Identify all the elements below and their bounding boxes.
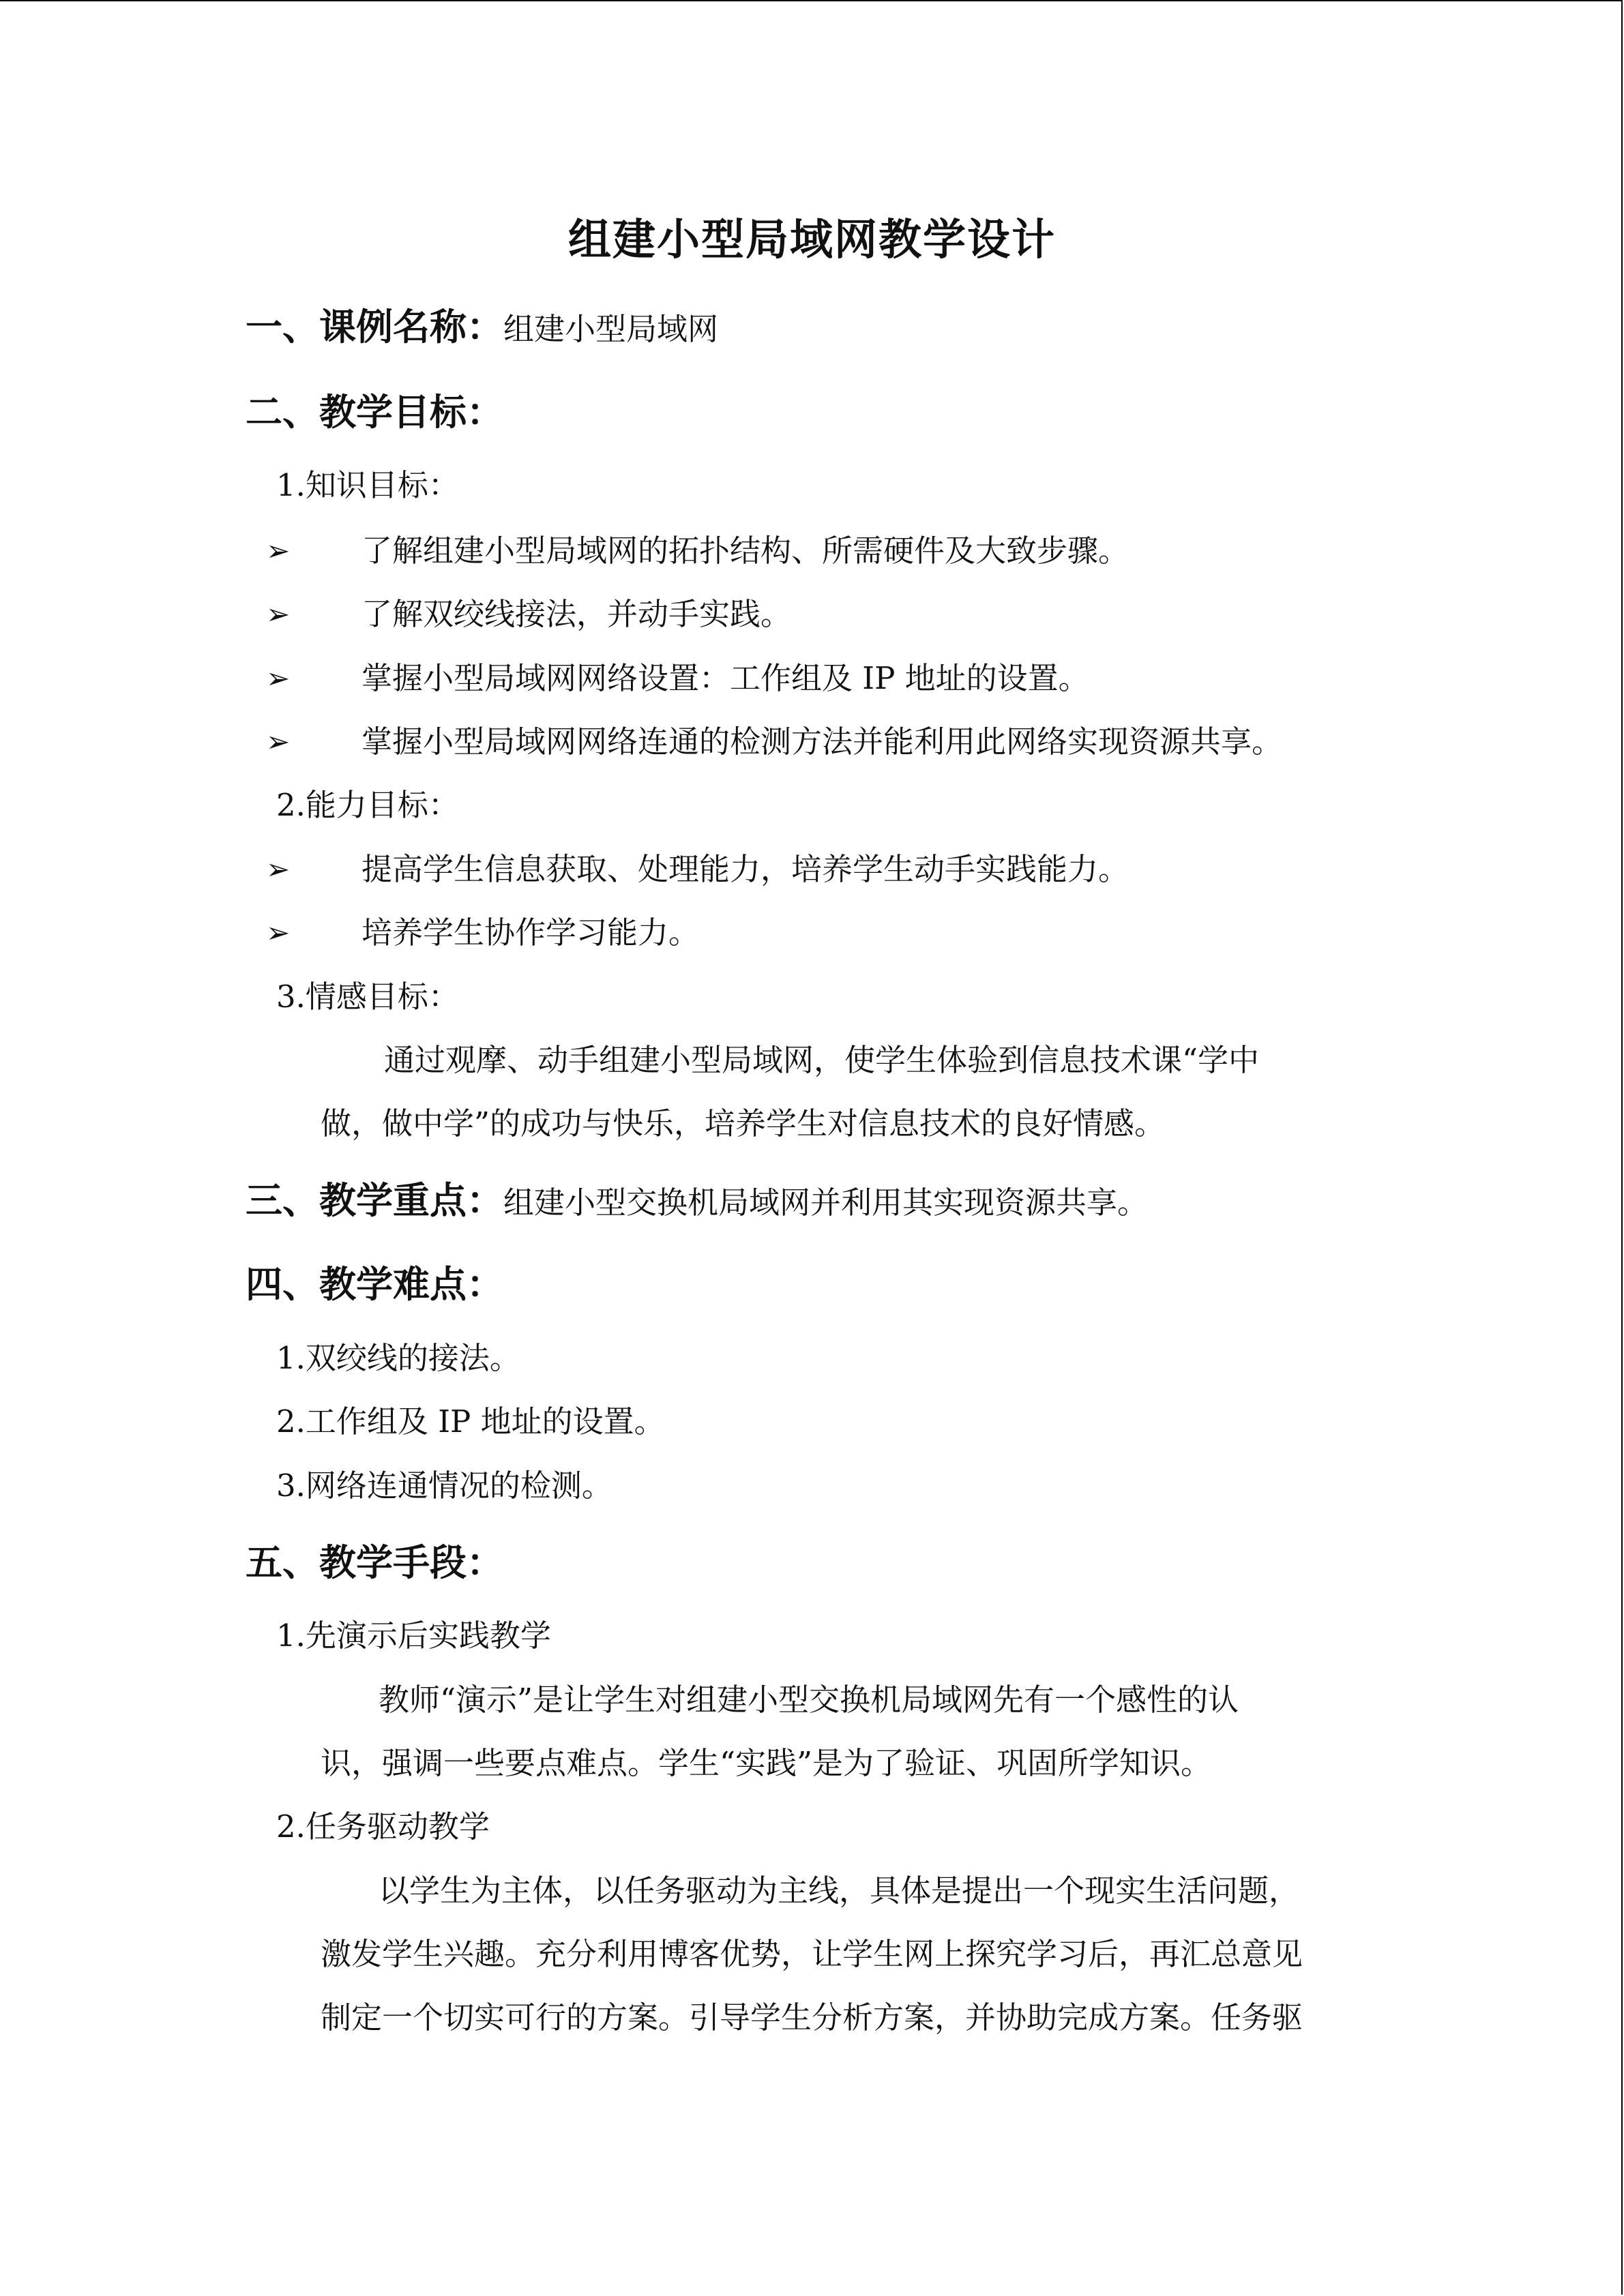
section-3-text: 组建小型交换机局域网并利用其实现资源共享。: [503, 1184, 1149, 1221]
knowledge-goals-label: 1.知识目标：: [276, 467, 459, 503]
emotion-goals-label: 3.情感目标：: [276, 979, 459, 1015]
section-1-heading: [246, 300, 718, 357]
method-1-paragraph-line: 识，强调一些要点难点。学生“实践”是为了验证、巩固所学知识。: [321, 1745, 1212, 1781]
emotion-goal-paragraph-line: 做，做中学”的成功与快乐，培养学生对信息技术的良好情感。: [321, 1105, 1166, 1142]
method-1-label: 1.先演示后实践教学: [276, 1617, 551, 1654]
section-4-heading: 四、教学难点：: [246, 1263, 503, 1306]
method-2-paragraph-line: 制定一个切实可行的方案。引导学生分析方案，并协助完成方案。任务驱: [321, 1999, 1303, 2036]
section-3-heading: [246, 1174, 1148, 1230]
difficulty-item: 3.网络连通情况的检测。: [276, 1467, 612, 1504]
section-1-text: 组建小型局域网: [503, 311, 719, 347]
bullet-arrow-icon: ➢: [266, 534, 291, 567]
ability-goals-label: 2.能力目标：: [276, 787, 459, 823]
bullet-arrow-icon: ➢: [266, 916, 291, 949]
bullet-arrow-icon: ➢: [266, 661, 291, 695]
bullet-arrow-icon: ➢: [266, 725, 291, 758]
page-title: 组建小型局域网教学设计: [568, 215, 1056, 265]
ability-goal-item: 提高学生信息获取、处理能力，培养学生动手实践能力。: [361, 851, 1130, 887]
method-2-paragraph-line: 以学生为主体，以任务驱动为主线，具体是提出一个现实生活问题，: [379, 1873, 1300, 1909]
method-2-label: 2.任务驱动教学: [276, 1808, 490, 1845]
method-1-paragraph-line: 教师“演示”是让学生对组建小型交换机局域网先有一个感性的认: [379, 1682, 1239, 1718]
difficulty-item: 2.工作组及 IP 地址的设置。: [276, 1403, 665, 1440]
emotion-goal-paragraph-line: 通过观摩、动手组建小型局域网，使学生体验到信息技术课“学中: [384, 1042, 1260, 1078]
knowledge-goal-item: 掌握小型局域网网络设置：工作组及 IP 地址的设置。: [361, 660, 1089, 696]
section-5-heading: 五、教学手段：: [246, 1541, 503, 1584]
bullet-arrow-icon: ➢: [266, 852, 291, 886]
method-2-paragraph-line: 激发学生兴趣。充分利用博客优势，让学生网上探究学习后，再汇总意见: [321, 1936, 1303, 1972]
section-2-heading: 二、教学目标：: [246, 391, 503, 434]
section-3-title: 三、教学重点：: [246, 1179, 503, 1222]
knowledge-goal-item: 了解组建小型局域网的拓扑结构、所需硬件及大致步骤。: [361, 533, 1130, 569]
section-1-title: 一、课例名称：: [246, 305, 503, 348]
difficulty-item: 1.双绞线的接法。: [276, 1340, 520, 1376]
bullet-arrow-icon: ➢: [266, 597, 291, 631]
knowledge-goal-item: 掌握小型局域网网络连通的检测方法并能利用此网络实现资源共享。: [361, 724, 1283, 760]
ability-goal-item: 培养学生协作学习能力。: [361, 914, 700, 951]
knowledge-goal-item: 了解双绞线接法，并动手实践。: [361, 596, 792, 632]
